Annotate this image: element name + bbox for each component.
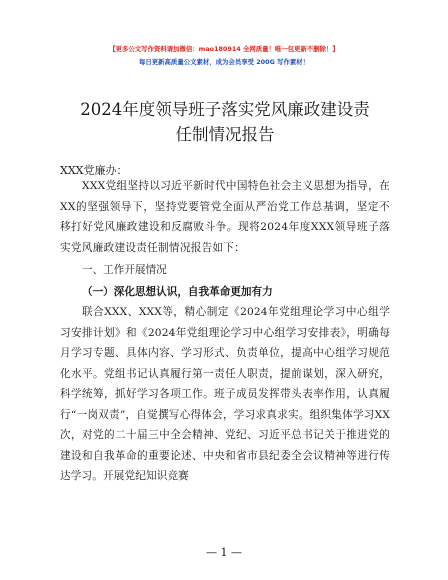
subsection-heading: （一）深化思想认识，自我革命更加有力	[82, 286, 273, 298]
document-title: 2024年度领导班子落实党风廉政建设责任制情况报告	[80, 100, 370, 144]
section-heading: 一、工作开展情况	[82, 264, 167, 276]
addressee: XXX党廉办：	[60, 164, 128, 177]
promo-banner-line-1: 【更多公文写作资料请加微信：mao180914 全网质量！唯一包更新不删除！】	[109, 45, 339, 53]
page-number: — 1 —	[206, 546, 242, 559]
body-paragraph: 联合XXX、XXX等，精心制定《2024年党组理论学习中心组学习安排计划》和《2024年党组理论学习中心组学习安排表》，明确每月学习专题、具体内容、学习形式、负责单位，提高中心组学习规范化水平。党组书记认真履行第一责任人职责，提前谋划，深入研究，科学统筹，抓好学习各项工作。班子成员发挥带头表率作用，认真履行“一岗双责”，自觉撰写心得体会，学习求真求实。组织集体学习XX次，对党的二十届三中全会精神、党纪、习近平总书记关于推进党的建设和自我革命的重要论述、中央和省市县纪委全会议精神等进行传达学习。开展党纪知识竞赛	[60, 306, 390, 482]
intro-paragraph: XXX党组坚持以习近平新时代中国特色社会主义思想为指导，在XX的坚强领导下，坚持党要管党全面从严治党工作总基调，坚定不移打好党风廉政建设和反腐败斗争。现将2024年度XXX领导班子落实党风廉政建设责任制情况报告如下：	[60, 180, 390, 254]
promo-banner-line-2: 每日更新高质量公文素材，成为会员享受 200G 写作素材！	[138, 58, 310, 66]
